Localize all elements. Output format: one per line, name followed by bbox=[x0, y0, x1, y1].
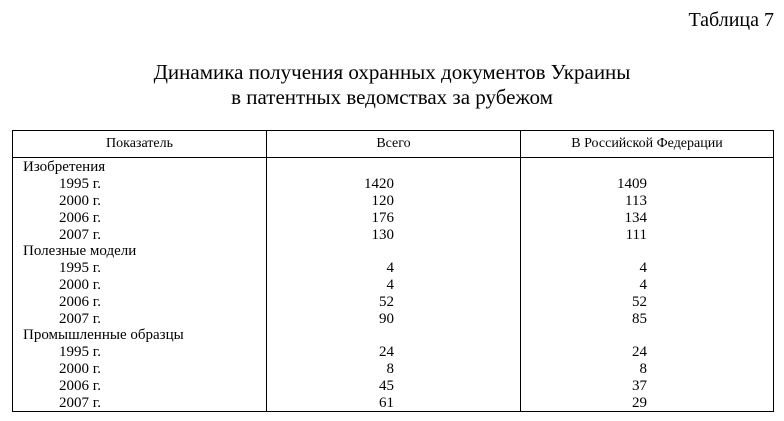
table-row bbox=[13, 277, 774, 294]
rf-cell: 4 bbox=[521, 260, 774, 277]
data-table bbox=[12, 130, 774, 412]
year-cell: 2007 г. bbox=[13, 394, 267, 411]
table-title-line-2: в патентных ведомствах за рубежом bbox=[231, 85, 553, 109]
year-cell: 2006 г. bbox=[13, 293, 267, 310]
rf-cell: 4 bbox=[521, 277, 774, 294]
group-label: Полезные модели bbox=[13, 243, 267, 260]
header-total: Всего bbox=[267, 131, 521, 158]
year-cell: 2000 г. bbox=[13, 193, 267, 210]
rf-cell: 24 bbox=[521, 344, 774, 361]
year-cell: 2000 г. bbox=[13, 277, 267, 294]
empty-cell bbox=[521, 243, 774, 260]
table-row bbox=[13, 226, 774, 243]
header-rf: В Российской Федерации bbox=[521, 131, 774, 158]
total-cell: 176 bbox=[267, 209, 521, 226]
year-cell: 2000 г. bbox=[13, 361, 267, 378]
rf-cell: 111 bbox=[521, 226, 774, 243]
table-row bbox=[13, 176, 774, 193]
total-cell: 90 bbox=[267, 310, 521, 327]
table-row bbox=[13, 344, 774, 361]
empty-cell bbox=[267, 243, 521, 260]
group-row bbox=[13, 243, 774, 260]
table-row bbox=[13, 293, 774, 310]
total-cell: 61 bbox=[267, 394, 521, 411]
table-row bbox=[13, 193, 774, 210]
table-row bbox=[13, 310, 774, 327]
table-row bbox=[13, 377, 774, 394]
total-cell: 130 bbox=[267, 226, 521, 243]
table-row bbox=[13, 260, 774, 277]
table-row bbox=[13, 209, 774, 226]
total-cell: 120 bbox=[267, 193, 521, 210]
total-cell: 24 bbox=[267, 344, 521, 361]
total-cell: 8 bbox=[267, 361, 521, 378]
table-row bbox=[13, 394, 774, 411]
year-cell: 2007 г. bbox=[13, 226, 267, 243]
rf-cell: 113 bbox=[521, 193, 774, 210]
year-cell: 2006 г. bbox=[13, 209, 267, 226]
table-title-line-1: Динамика получения охранных документов Украины bbox=[153, 60, 631, 84]
rf-cell: 8 bbox=[521, 361, 774, 378]
rf-cell: 52 bbox=[521, 293, 774, 310]
group-label: Изобретения bbox=[13, 158, 267, 176]
total-cell: 45 bbox=[267, 377, 521, 394]
year-cell: 2006 г. bbox=[13, 377, 267, 394]
year-cell: 1995 г. bbox=[13, 260, 267, 277]
year-cell: 2007 г. bbox=[13, 310, 267, 327]
rf-cell: 134 bbox=[521, 209, 774, 226]
empty-cell bbox=[521, 158, 774, 176]
year-cell: 1995 г. bbox=[13, 176, 267, 193]
total-cell: 52 bbox=[267, 293, 521, 310]
table-row bbox=[13, 361, 774, 378]
group-row bbox=[13, 327, 774, 344]
year-cell: 1995 г. bbox=[13, 344, 267, 361]
empty-cell bbox=[267, 327, 521, 344]
empty-cell bbox=[521, 327, 774, 344]
group-row bbox=[13, 158, 774, 176]
table-number: Таблица 7 bbox=[688, 9, 774, 31]
group-label: Промышленные образцы bbox=[13, 327, 267, 344]
empty-cell bbox=[267, 158, 521, 176]
rf-cell: 37 bbox=[521, 377, 774, 394]
total-cell: 4 bbox=[267, 260, 521, 277]
rf-cell: 29 bbox=[521, 394, 774, 411]
rf-cell: 85 bbox=[521, 310, 774, 327]
header-indicator: Показатель bbox=[13, 131, 267, 158]
rf-cell: 1409 bbox=[521, 176, 774, 193]
total-cell: 1420 bbox=[267, 176, 521, 193]
header-row bbox=[13, 131, 774, 158]
total-cell: 4 bbox=[267, 277, 521, 294]
